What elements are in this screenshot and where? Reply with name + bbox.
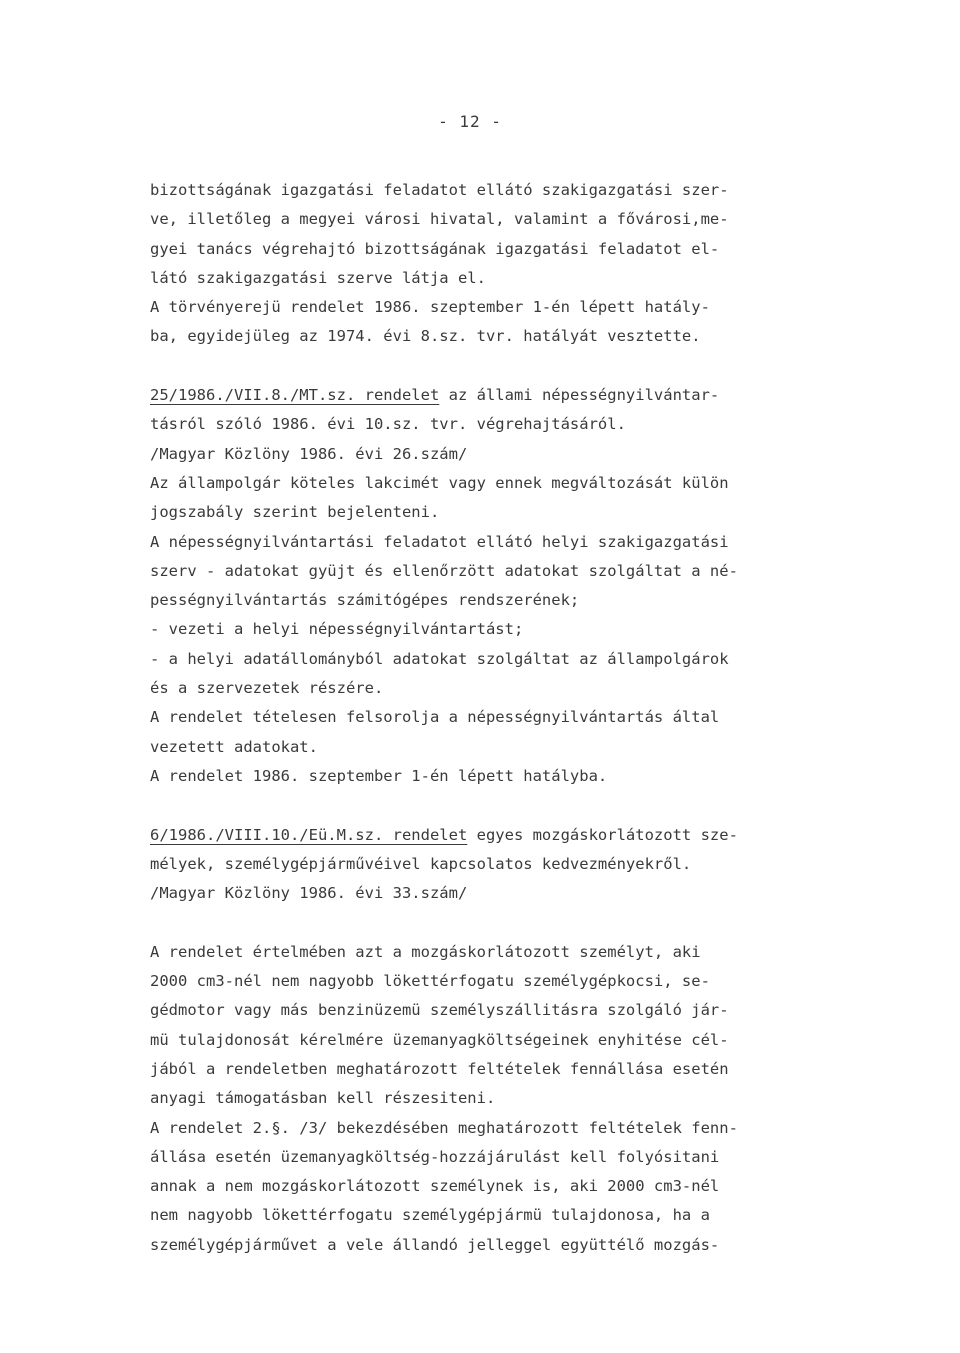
text-line: mü tulajdonosát kérelmére üzemanyagköltségeinek enyhitése cél- — [150, 1030, 729, 1049]
text-line: A népességnyilvántartási feladatot ellátó helyi szakigazgatási — [150, 532, 729, 551]
text-line: gyei tanács végrehajtó bizottságának igazgatási feladatot el- — [150, 239, 720, 258]
text-line: A rendelet 1986. szeptember 1-én lépett hatályba. — [150, 766, 608, 785]
text-line: gédmotor vagy más benzinüzemü személyszállitásra szolgáló jár- — [150, 1001, 729, 1020]
text-line: A rendelet értelmében azt a mozgáskorlátozott személyt, aki — [150, 942, 701, 961]
text-line: anyagi támogatásban kell részesiteni. — [150, 1089, 496, 1108]
text-line: látó szakigazgatási szerve látja el. — [150, 268, 486, 287]
rule-heading-line — [150, 821, 810, 850]
text-line: annak a nem mozgáskorlátozott személynek is, aki 2000 cm3-nél — [150, 1177, 720, 1196]
text-line: pességnyilvántartás számitógépes rendszerének; — [150, 591, 580, 610]
text-line: nem nagyobb lökettérfogatu személygépjármü tulajdonosa, ha a — [150, 1206, 710, 1225]
paragraph-gap — [150, 352, 810, 381]
paragraph-gap — [150, 908, 810, 937]
text-line: A törvényerejü rendelet 1986. szeptember 1-én lépett hatály- — [150, 298, 710, 317]
text-line: tásról szóló 1986. évi 10.sz. tvr. végrehajtásáról. — [150, 415, 626, 434]
text-line: vezetett adatokat. — [150, 737, 318, 756]
text-line: jából a rendeletben meghatározott feltételek fennállása esetén — [150, 1059, 729, 1078]
text-line: és a szervezetek részére. — [150, 679, 384, 698]
text-line: A rendelet tételesen felsorolja a népességnyilvántartás által — [150, 708, 720, 727]
rule-heading-line — [150, 381, 810, 410]
text-line: jogszabály szerint bejelenteni. — [150, 503, 440, 522]
paragraph-gap — [150, 791, 810, 820]
text-line: Az állampolgár köteles lakcimét vagy ennek megváltozását külön — [150, 473, 729, 492]
paragraph-block-4 — [150, 938, 810, 1260]
page-number: - 12 - — [438, 112, 502, 131]
text-line: ve, illetőleg a megyei városi hivatal, valamint a fővárosi,me- — [150, 210, 729, 229]
text-line: bizottságának igazgatási feladatot ellátó szakigazgatási szer- — [150, 181, 729, 199]
text-line: állása esetén üzemanyagköltség-hozzájárulást kell folyósitani — [150, 1147, 720, 1166]
text-line: - vezeti a helyi népességnyilvántartást; — [150, 620, 524, 639]
text-line: /Magyar Közlöny 1986. évi 26.szám/ — [150, 444, 468, 463]
text-line: A rendelet 2.§. /3/ bekezdésében meghatározott feltételek fenn- — [150, 1118, 738, 1137]
rule-reference: 25/1986./VII.8./MT.sz. rendelet — [150, 386, 440, 405]
rule-title-start: egyes mozgáskorlátozott sze- — [467, 825, 738, 844]
rule-title-start: az állami népességnyilvántar- — [439, 386, 720, 405]
text-line: /Magyar Közlöny 1986. évi 33.szám/ — [150, 884, 468, 903]
paragraph-block-3 — [150, 821, 810, 909]
text-line: mélyek, személygépjárművéivel kapcsolatos kedvezményekről. — [150, 854, 692, 873]
rule-reference: 6/1986./VIII.10./Eü.M.sz. rendelet — [150, 825, 468, 844]
page-body — [150, 176, 810, 1260]
text-line: - a helyi adatállományból adatokat szolgáltat az állampolgárok — [150, 649, 729, 668]
paragraph-block-1 — [150, 176, 810, 352]
text-line: 2000 cm3-nél nem nagyobb lökettérfogatu személygépkocsi, se- — [150, 972, 710, 991]
text-line: személygépjárművet a vele állandó jelleggel együttélő mozgás- — [150, 1235, 720, 1254]
text-line: szerv - adatokat gyüjt és ellenőrzött adatokat szolgáltat a né- — [150, 561, 738, 580]
paragraph-block-2 — [150, 381, 810, 791]
text-line: ba, egyidejüleg az 1974. évi 8.sz. tvr. hatályát vesztette. — [150, 327, 701, 346]
